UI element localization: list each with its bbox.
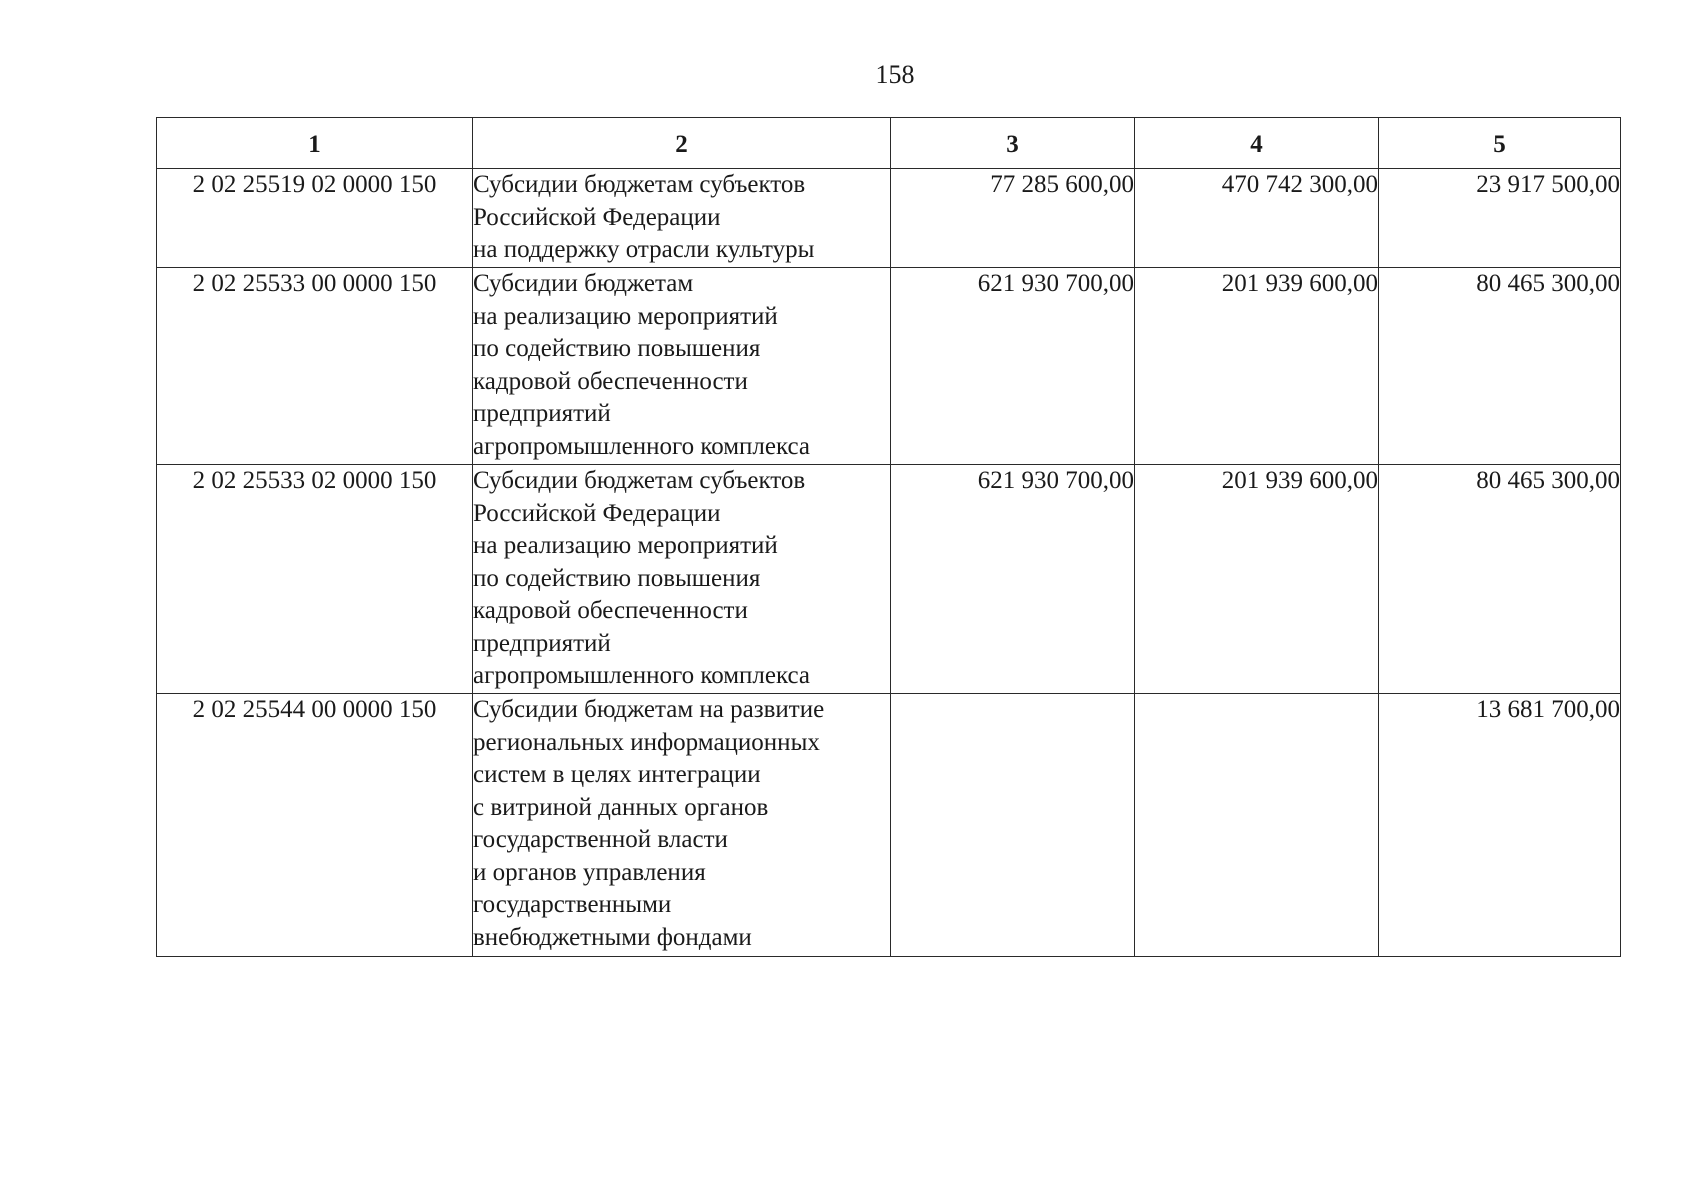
column-header-3: 3 bbox=[891, 118, 1135, 169]
description-line: Российской Федерации bbox=[473, 203, 721, 231]
description-line: региональных информационных bbox=[473, 728, 820, 756]
description-line: Субсидии бюджетам на развитие bbox=[473, 696, 825, 723]
description-line: агропромышленного комплекса bbox=[473, 662, 811, 689]
description-line: Субсидии бюджетам субъектов bbox=[473, 171, 806, 198]
description-line: на поддержку отрасли культуры bbox=[473, 236, 815, 263]
description-line: государственной власти bbox=[473, 826, 728, 853]
description-line: предприятий bbox=[473, 629, 611, 657]
page-number: 158 bbox=[875, 60, 915, 89]
description-cell bbox=[473, 268, 891, 465]
description-line: Субсидии бюджетам bbox=[473, 270, 694, 297]
description-cell bbox=[473, 169, 891, 268]
table-row bbox=[157, 169, 1621, 268]
amount-col3-cell: 621 930 700,00 bbox=[891, 465, 1135, 694]
budget-code-cell: 2 02 25544 00 0000 150 bbox=[157, 694, 473, 957]
description-line: Субсидии бюджетам субъектов bbox=[473, 467, 806, 494]
amount-col4-cell bbox=[1135, 694, 1379, 957]
budget-code-cell: 2 02 25533 02 0000 150 bbox=[157, 465, 473, 694]
description-line: внебюджетными фондами bbox=[473, 923, 752, 951]
budget-code-cell: 2 02 25519 02 0000 150 bbox=[157, 169, 473, 268]
amount-col5-cell: 80 465 300,00 bbox=[1379, 268, 1621, 465]
column-header-1: 1 bbox=[157, 118, 473, 169]
description-line: на реализацию мероприятий bbox=[473, 302, 778, 330]
amount-col4-cell: 201 939 600,00 bbox=[1135, 268, 1379, 465]
amount-col3-cell bbox=[891, 694, 1135, 957]
column-header-2: 2 bbox=[473, 118, 891, 169]
amount-col5-cell: 80 465 300,00 bbox=[1379, 465, 1621, 694]
table-header-row bbox=[157, 118, 1621, 169]
column-header-5: 5 bbox=[1379, 118, 1621, 169]
amount-col5-cell: 23 917 500,00 bbox=[1379, 169, 1621, 268]
amount-col5-cell: 13 681 700,00 bbox=[1379, 694, 1621, 957]
description-line: систем в целях интеграции bbox=[473, 761, 761, 788]
description-line: кадровой обеспеченности bbox=[473, 597, 748, 624]
amount-col3-cell: 77 285 600,00 bbox=[891, 169, 1135, 268]
budget-code-cell: 2 02 25533 00 0000 150 bbox=[157, 268, 473, 465]
description-line: по содействию повышения bbox=[473, 564, 761, 592]
description-cell bbox=[473, 694, 891, 957]
amount-col4-cell: 201 939 600,00 bbox=[1135, 465, 1379, 694]
description-line: с витриной данных органов bbox=[473, 793, 769, 821]
description-line: предприятий bbox=[473, 400, 611, 427]
description-line: по содействию повышения bbox=[473, 335, 761, 362]
table-row bbox=[157, 268, 1621, 465]
description-line: и органов управления bbox=[473, 858, 706, 886]
amount-col4-cell: 470 742 300,00 bbox=[1135, 169, 1379, 268]
column-header-4: 4 bbox=[1135, 118, 1379, 169]
budget-table bbox=[156, 117, 1621, 957]
description-line: на реализацию мероприятий bbox=[473, 532, 778, 559]
description-line: государственными bbox=[473, 891, 672, 918]
table-row bbox=[157, 694, 1621, 957]
amount-col3-cell: 621 930 700,00 bbox=[891, 268, 1135, 465]
description-line: кадровой обеспеченности bbox=[473, 367, 748, 395]
table-row bbox=[157, 465, 1621, 694]
description-line: агропромышленного комплекса bbox=[473, 432, 811, 460]
description-line: Российской Федерации bbox=[473, 499, 721, 527]
description-cell bbox=[473, 465, 891, 694]
